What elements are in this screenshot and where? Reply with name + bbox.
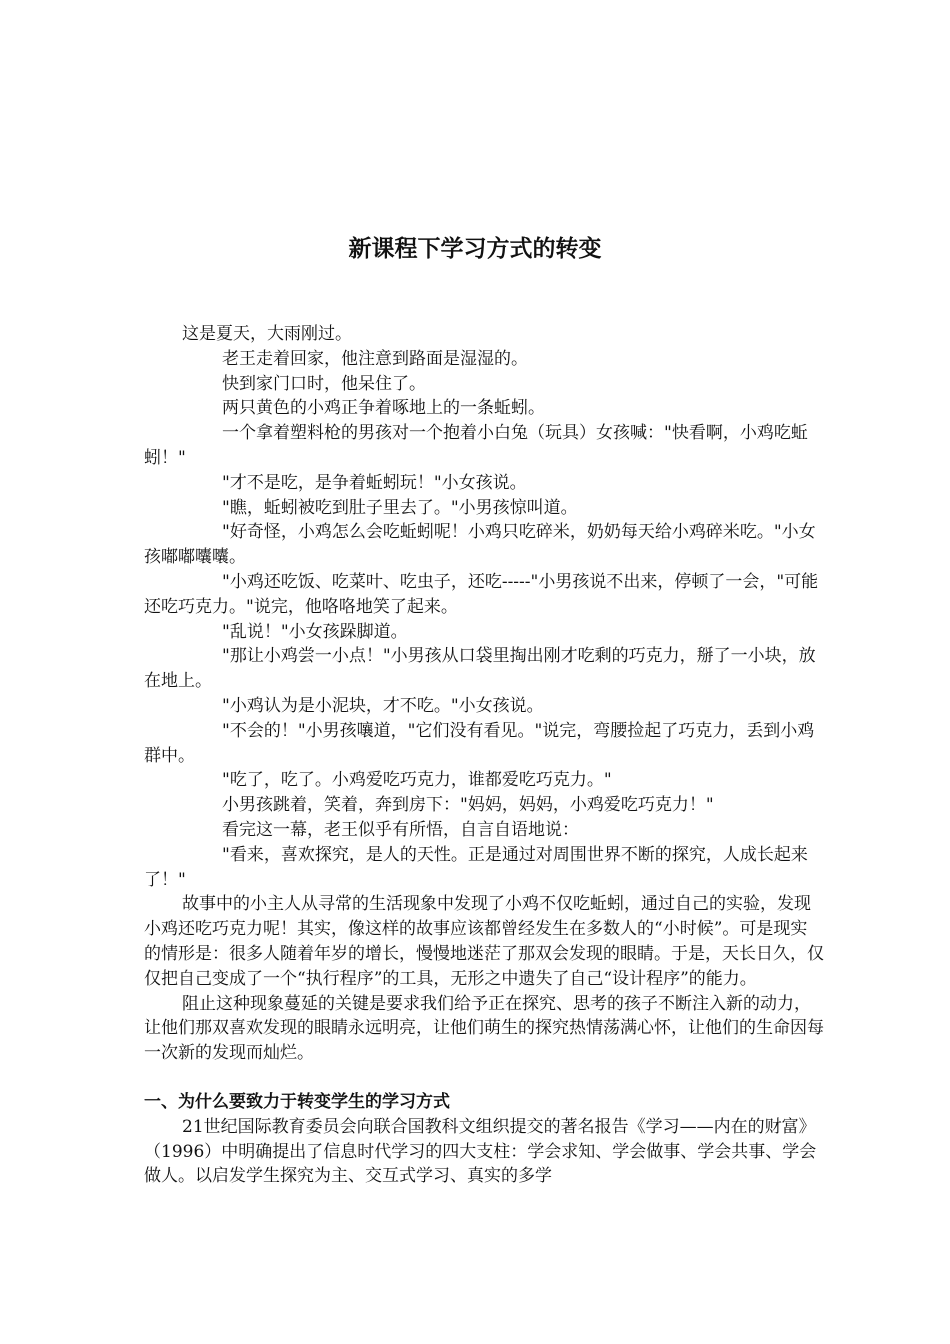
- story-paragraph: "好奇怪，小鸡怎么会吃蚯蚓呢！小鸡只吃碎米，奶奶每天给小鸡碎米吃。"小女孩嘟嘟囔囔。: [144, 522, 816, 568]
- story-paragraph: "那让小鸡尝一小点！"小男孩从口袋里掏出刚才吃剩的巧克力，掰了一小块，放在地上。: [144, 646, 816, 692]
- story-paragraph: 快到家门口时，他呆住了。: [222, 373, 426, 394]
- story-paragraph: 一个拿着塑料枪的男孩对一个抱着小白兔（玩具）女孩喊："快看啊，小鸡吃蚯蚓！": [144, 423, 808, 468]
- story-paragraph: 两只黄色的小鸡正争着啄地上的一条蚯蚓。: [222, 398, 545, 419]
- story-paragraph: 小男孩跳着，笑着，奔到房下："妈妈，妈妈，小鸡爱吃巧克力！": [222, 795, 714, 816]
- story-section: [144, 322, 824, 1066]
- story-paragraph: "吃了，吃了。小鸡爱吃巧克力，谁都爱吃巧克力。": [222, 770, 612, 791]
- story-paragraph: 老王走着回家，他注意到路面是湿湿的。: [222, 348, 528, 369]
- story-paragraph: "不会的！"小男孩嚷道，"它们没有看见。"说完，弯腰捡起了巧克力，丢到小鸡群中。: [144, 720, 815, 766]
- story-paragraph: "小鸡还吃饭、吃菜叶、吃虫子，还吃-----"小男孩说不出来，停顿了一会，"可能还吃巧克力。"说完，他咯咯地笑了起来。: [144, 571, 819, 617]
- story-paragraph: "瞧，蚯蚓被吃到肚子里去了。"小男孩惊叫道。: [222, 497, 578, 518]
- section-heading: 一、为什么要致力于转变学生的学习方式: [144, 1091, 450, 1112]
- section-paragraph: 21世纪国际教育委员会向联合国教科文组织提交的著名报告《学习——内在的财富》（1996）中明确提出了信息时代学习的四大支柱：学会求知、学会做事、学会共事、学会做人。以启发学生探究为主、交互式学习、真实的多学: [144, 1116, 817, 1187]
- story-paragraph: "看来，喜欢探究，是人的天性。正是通过对周围世界不断的探究，人成长起来了！": [144, 844, 808, 890]
- story-paragraph: 这是夏天，大雨刚过。: [182, 324, 352, 344]
- document-body: [144, 322, 824, 1189]
- story-paragraph: 看完这一幕，老王似乎有所悟，自言自语地说：: [222, 819, 579, 840]
- story-paragraph: 故事中的小主人从寻常的生活现象中发现了小鸡不仅吃蚯蚓，通过自己的实验，发现小鸡还吃巧克力呢！其实，像这样的故事应该都曾经发生在多数人的“小时候”。可是现实的情形是：很多人随着年岁的增长，慢慢地迷茫了那双会发现的眼睛。于是，天长日久，仅仅把自己变成了一个“执行程序”的工具，无形之中遗失了自己“设计程序”的能力。: [144, 894, 824, 989]
- story-paragraph: "乱说！"小女孩跺脚道。: [222, 621, 408, 642]
- document-title: 新课程下学习方式的转变: [348, 235, 602, 262]
- story-paragraph: "小鸡认为是小泥块，才不吃。"小女孩说。: [222, 695, 544, 716]
- story-paragraph: "才不是吃，是争着蚯蚓玩！"小女孩说。: [222, 472, 527, 493]
- story-paragraph: 阻止这种现象蔓延的关键是要求我们给予正在探究、思考的孩子不断注入新的动力，让他们那双喜欢发现的眼睛永远明亮，让他们萌生的探究热情荡满心怀，让他们的生命因每一次新的发现而灿烂。: [144, 993, 824, 1064]
